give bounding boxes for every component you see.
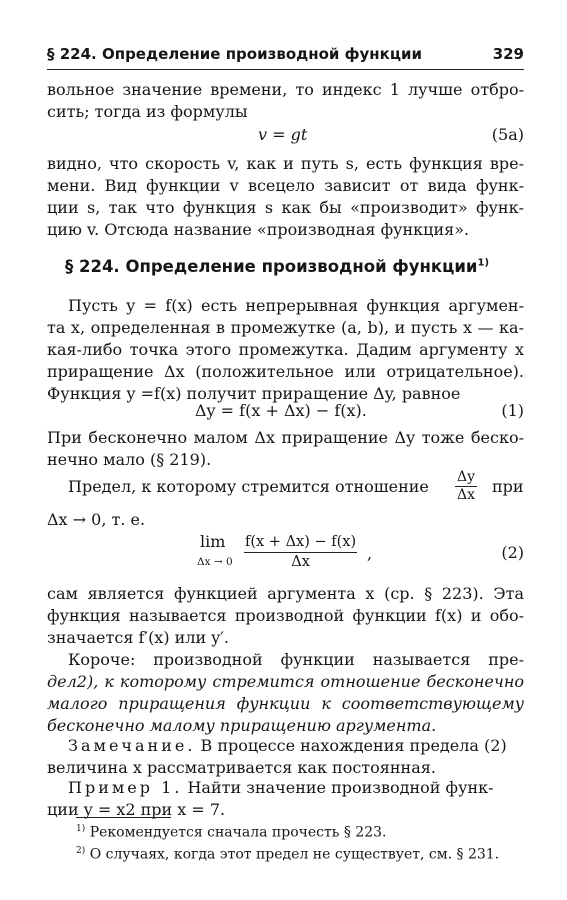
para4-definition <box>47 649 524 737</box>
section-footnote-mark: 1) <box>477 257 490 269</box>
section-heading <box>65 257 489 276</box>
para1-cont <box>47 427 524 471</box>
para6-line-2: ции y = x2 при x = 7. <box>47 800 226 819</box>
limit-word: lim <box>200 532 226 551</box>
remark-line-1-rest: В процессе нахождения предела (2) <box>195 736 507 755</box>
equation-1: Δy = f(x + Δx) − f(x). <box>195 401 367 420</box>
ratio-denominator: Δx <box>457 487 476 503</box>
formula-5a-number: (5a) <box>491 125 524 144</box>
para4-line-2: дел2), к которому стремится отношение бесконечно <box>47 672 524 691</box>
definition-paragraph <box>47 295 524 405</box>
formula-5a <box>258 125 307 144</box>
running-header <box>47 45 524 67</box>
limit-denominator: Δx <box>291 554 310 570</box>
ratio-numerator: Δy <box>457 469 476 485</box>
para5-line-2: величина x рассматривается как постоянная. <box>47 758 436 777</box>
intro-paragraph-cont <box>47 153 524 241</box>
para3 <box>47 583 524 649</box>
formula-5a-text: v = gt <box>258 125 308 144</box>
para6-line-1 <box>47 777 524 799</box>
para1-line-5: Функция y =f(x) получит приращение Δy, равное <box>47 384 461 403</box>
intro-line-4: мени. Вид функции v всецело зависит от вида функ- <box>47 176 524 195</box>
para6-example <box>47 777 524 821</box>
footnote-1 <box>76 824 386 841</box>
para5-remark <box>47 735 524 779</box>
footnote-2 <box>76 846 499 863</box>
para2-line-1-end: при <box>492 477 524 496</box>
intro-line-3: видно, что скорость v, как и путь s, есть функция вре- <box>47 154 524 173</box>
limit-fraction <box>244 533 357 572</box>
para2-line-2: Δx → 0, т. е. <box>47 510 146 529</box>
footnote-rule <box>76 817 171 818</box>
para3-line-1: сам является функцией аргумента x (ср. § 223). Эта <box>47 584 524 603</box>
intro-paragraph <box>47 79 524 123</box>
intro-line-5: ции s, так что функция s как бы «производит» функ- <box>47 198 524 217</box>
intro-line-6: цию v. Отсюда название «производная функция». <box>47 220 470 239</box>
running-header-title: § 224. Определение производной функции <box>47 45 422 63</box>
intro-line-1: вольное значение времени, то индекс 1 лучше отбро- <box>47 80 524 99</box>
example-line-1-rest: Найти значение производной функ- <box>182 778 494 797</box>
footnote-1-text: Рекомендуется сначала прочесть § 223. <box>89 824 387 841</box>
header-rule <box>47 69 524 70</box>
equation-1-number: (1) <box>501 401 524 420</box>
footnote-2-mark: 2) <box>76 846 86 856</box>
remark-label: Замечание. <box>68 736 196 755</box>
para2-line-1-start: Предел, к которому стремится отношение <box>68 477 429 496</box>
para4-line-3: малого приращения функции к соответствующему <box>47 694 524 713</box>
para3-line-2: функция называется производной функции f(x) и обо- <box>47 606 524 625</box>
para1-line-3: кая-либо точка этого промежутка. Дадим аргументу x <box>47 340 524 359</box>
page-number: 329 <box>492 45 524 63</box>
section-title: § 224. Определение производной функции <box>65 257 478 276</box>
para1-line-7: нечно мало (§ 219). <box>47 450 212 469</box>
footnote-2-text: О случаях, когда этот предел не существует, см. § 231. <box>89 846 500 863</box>
para1-line-2: та x, определенная в промежутке (a, b), и пусть x — ка- <box>47 318 524 337</box>
limit-numerator: f(x + Δx) − f(x) <box>244 533 357 553</box>
para1-line-6: При бесконечно малом Δx приращение Δy тоже беско- <box>47 428 524 447</box>
intro-line-2: сить; тогда из формулы <box>47 102 248 121</box>
example-label: Пример 1. <box>68 778 183 797</box>
limit-trailing-comma: , <box>367 544 373 563</box>
limit-subscript: Δx → 0 <box>197 556 233 568</box>
para4-line-4: бесконечно малому приращению аргумента. <box>47 716 437 735</box>
ratio-fraction <box>455 469 477 504</box>
para3-line-3: значается f′(x) или y′. <box>47 628 229 647</box>
para1-line-1: Пусть y = f(x) есть непрерывная функция аргумен- <box>68 296 524 315</box>
equation-2-number: (2) <box>501 543 524 562</box>
para5-line-1 <box>47 735 524 757</box>
para1-line-4: приращение Δx (положительное или отрицательное). <box>47 362 524 381</box>
footnote-1-mark: 1) <box>76 824 86 834</box>
para4-line-1: Короче: производной функции называется пре- <box>68 650 524 669</box>
